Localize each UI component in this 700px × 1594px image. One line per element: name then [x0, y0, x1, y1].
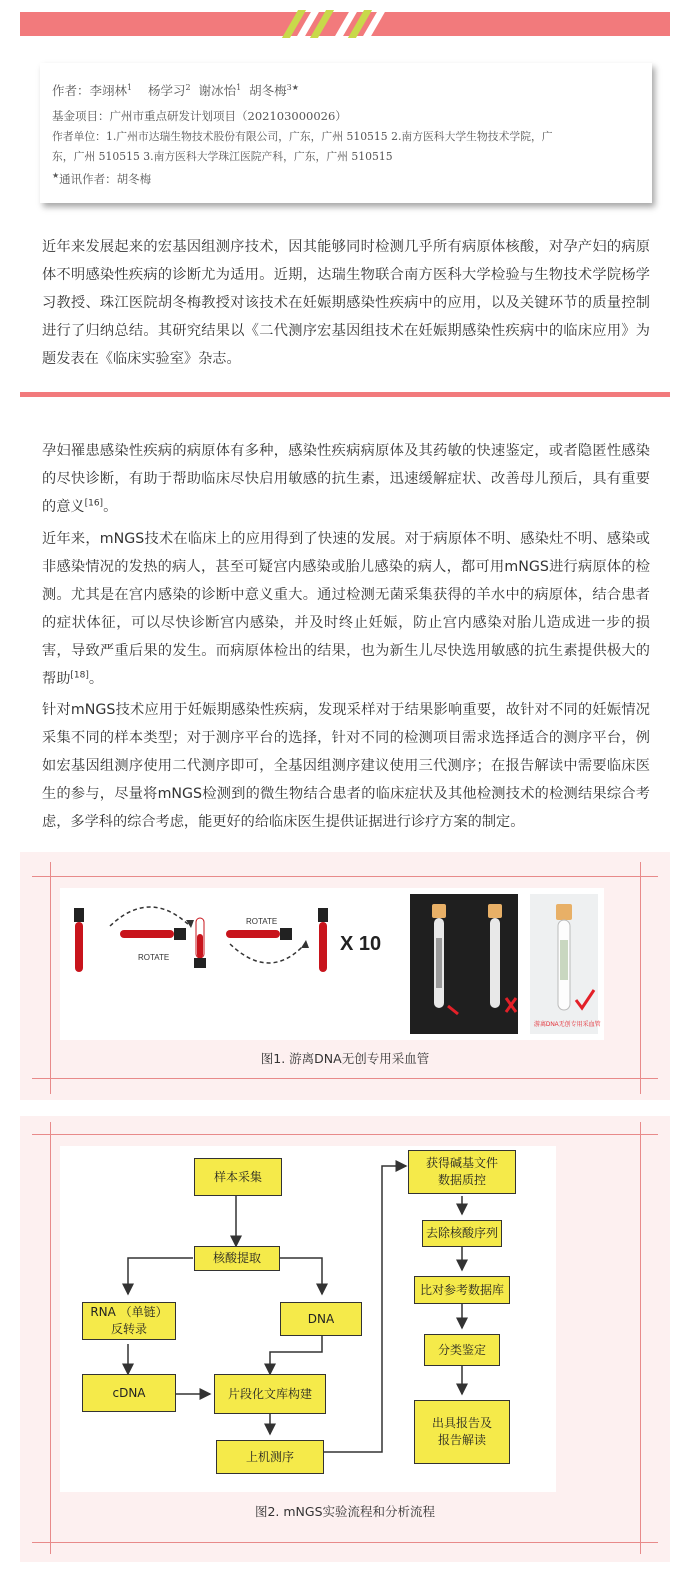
- blood-tube-illustration: [60, 888, 604, 1040]
- node-sample: 样本采集: [194, 1158, 282, 1196]
- frame-line: [32, 1078, 658, 1079]
- tube-icon: [226, 928, 309, 963]
- author-affil: 2: [185, 82, 191, 92]
- node-compare: 比对参考数据库: [414, 1276, 510, 1304]
- node-dna: DNA: [280, 1302, 362, 1336]
- paragraph-text: 近年来，mNGS技术在临床上的应用得到了快速的发展。对于病原体不明、感染灶不明、感染或非感染情况的发热的病人，甚至可疑宫内感染或胎儿感染的病人，都可用mNGS进行病原体的检测。尤其是在宫内感染的诊断中意义重大。通过检测无菌采集获得的羊水中的病原体，结合患者的症状体征，可以尽快诊断宫内感染，并及时终止妊娠，防止宫内感染对胎儿造成进一步的损害，导致严重后果的发生。而病原体检出的结果，也为新生儿尽快选用敏感的抗生素提供极大的帮助: [42, 531, 650, 687]
- paragraph-end: 。: [103, 499, 118, 515]
- tube-icon: [318, 908, 328, 972]
- body-paragraph: 针对mNGS技术应用于妊娠期感染性疾病，发现采样对于结果影响重要，故针对不同的妊娠情况采集不同的样本类型；对于测序平台的选择，针对不同的检测项目需求选择适合的测序平台，例如宏基因组测序使用二代测序即可，全基因组测序建议使用三代测序；在报告解读中需要临床医生的参与，尽量将mNGS检测到的微生物结合患者的临床症状及其他检测技术的检测结果综合考虑，多学科的综合考虑，能更好的给临床医生提供证据进行诊疗方案的制定。: [42, 702, 650, 830]
- corresponding-mark: ★: [52, 171, 60, 181]
- citation-ref: [18]: [70, 670, 89, 681]
- figure2-panel: [20, 1116, 670, 1562]
- figure2-caption: 图2. mNGS实验流程和分析流程: [254, 1504, 436, 1519]
- author-affil: 1: [236, 82, 242, 92]
- corresponding-author: 通讯作者：胡冬梅: [59, 172, 152, 186]
- author-affil: 1: [127, 82, 133, 92]
- corresponding-author-line: [52, 171, 151, 187]
- tube-icon: [110, 907, 194, 940]
- frame-line: [32, 1542, 658, 1543]
- node-extract: 核酸提取: [194, 1246, 280, 1271]
- tube-icon: [74, 908, 84, 972]
- tube-icon: [194, 918, 206, 968]
- node-remove: 去除核酸序列: [422, 1220, 502, 1247]
- author-name: 杨学习: [148, 83, 186, 98]
- times-label: X 10: [340, 933, 382, 955]
- node-sequencing: 上机测序: [216, 1440, 324, 1474]
- author-name: 李翊林: [89, 83, 128, 98]
- figure1-caption: 图1. 游离DNA无创专用采血管: [260, 1051, 430, 1066]
- node-qc: 获得碱基文件 数据质控: [408, 1150, 516, 1194]
- rotate-label: ROTATE: [138, 953, 170, 962]
- authors-label: 作者：: [52, 83, 90, 98]
- figure1-panel: [20, 852, 670, 1100]
- node-report: 出具报告及 报告解读: [414, 1400, 510, 1464]
- fund-line: 基金项目：广州市重点研发计划项目（202103000026）: [52, 109, 347, 123]
- figure1-image: [60, 888, 604, 1040]
- rotate-label: ROTATE: [246, 917, 278, 926]
- affiliation-line: 东，广州 510515 3.南方医科大学珠江医院产科，广东，广州 510515: [52, 150, 393, 163]
- author-name: 谢冰怡: [198, 83, 237, 98]
- body-paragraph: [42, 525, 650, 693]
- photo-caption: 游离DNA无创专用采血管: [534, 1022, 601, 1028]
- node-cdna: cDNA: [82, 1374, 176, 1412]
- node-classify: 分类鉴定: [424, 1334, 500, 1366]
- node-rna: RNA （单链） 反转录: [82, 1302, 176, 1340]
- frame-line: [50, 1122, 51, 1554]
- intro-paragraph: 近年来发展起来的宏基因组测序技术，因其能够同时检测几乎所有病原体核酸，对孕产妇的病原体不明感染性疾病的诊断尤为适用。近期，达瑞生物联合南方医科大学检验与生物技术学院杨学习教授、珠江医院胡冬梅教授对该技术在妊娠期感染性疾病中的应用，以及关键环节的质量控制进行了归纳总结。其研究结果以《二代测序宏基因组技术在妊娠期感染性疾病中的临床应用》为题发表在《临床实验室》杂志。: [42, 239, 650, 367]
- citation-ref: [16]: [84, 498, 104, 509]
- frame-line: [32, 876, 658, 877]
- paragraph-text: 孕妇罹患感染性疾病的病原体有多种，感染性疾病病原体及其药敏的快速鉴定，或者隐匿性感染的尽快诊断，有助于帮助临床尽快启用敏感的抗生素，迅速缓解症状、改善母儿预后，具有重要的意义: [42, 443, 650, 515]
- node-library: 片段化文库构建: [214, 1374, 326, 1414]
- paragraph-end: 。: [88, 671, 104, 687]
- authors-line: [52, 81, 299, 99]
- flowchart: [60, 1146, 556, 1492]
- frame-line: [640, 1122, 641, 1554]
- body-paragraph: [42, 437, 650, 521]
- author-name: 胡冬梅: [249, 83, 287, 98]
- author-affil: 3★: [286, 82, 299, 92]
- frame-line: [32, 1134, 658, 1135]
- affiliation-line: 作者单位：1.广州市达瑞生物技术股份有限公司，广东，广州 510515 2.南方医科大学生物技术学院，广: [52, 130, 553, 143]
- section-divider: [20, 392, 670, 397]
- paper-info-card: [40, 63, 652, 203]
